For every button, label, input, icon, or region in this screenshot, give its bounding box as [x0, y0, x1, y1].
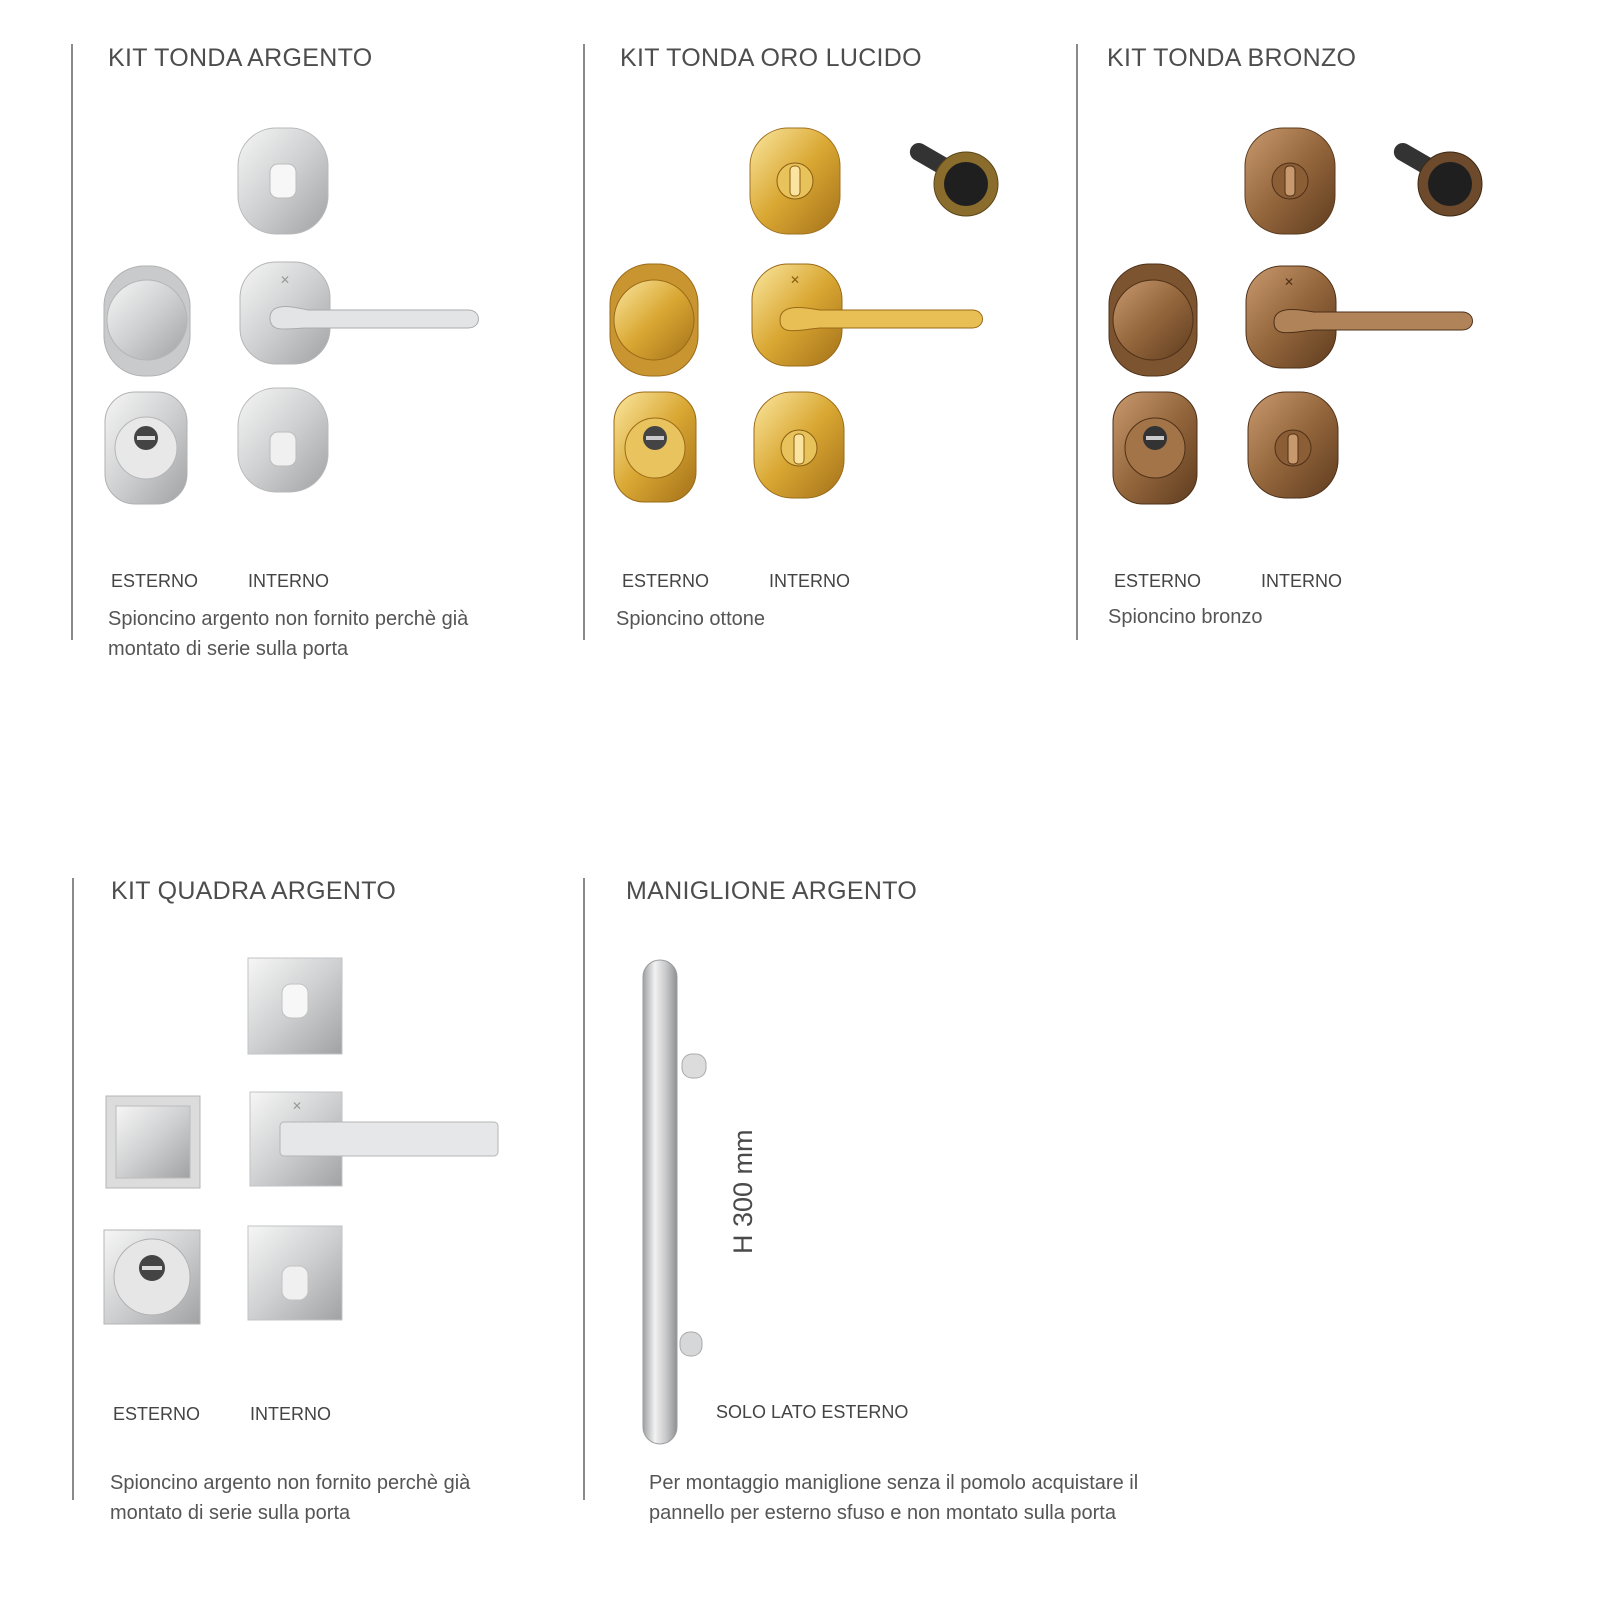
description-line: Spioncino argento non fornito perchè già: [110, 1472, 471, 1494]
description-line: Spioncino argento non fornito perchè già: [108, 608, 469, 630]
knob: [608, 262, 700, 378]
lever-handle: [750, 262, 990, 368]
square-lever-handle: [248, 1090, 500, 1188]
description-line: Spioncino bronzo: [1108, 606, 1263, 628]
knob: [102, 264, 192, 378]
section-divider: [1076, 44, 1078, 640]
lever-handle: [238, 260, 483, 366]
cylinder-rosette: [612, 390, 698, 504]
square-cylinder-rosette: [102, 1228, 202, 1326]
label-interno: INTERNO: [250, 1404, 331, 1424]
description-line: montato di serie sulla porta: [110, 1502, 351, 1524]
thumbturn-rosette-bottom: [752, 390, 846, 500]
thumbturn-rosette-bottom: [236, 386, 330, 494]
maniglione-description: [649, 1468, 1349, 1528]
thumbturn-rosette-top: [748, 126, 842, 236]
label-interno: INTERNO: [248, 571, 329, 591]
kit-title: KIT TONDA ORO LUCIDO: [620, 44, 922, 72]
label-interno: INTERNO: [769, 571, 850, 591]
peephole: [904, 140, 1000, 220]
section-divider: [583, 878, 585, 1500]
label-esterno: ESTERNO: [111, 571, 199, 591]
description-line: Per montaggio maniglione senza il pomolo acquistare il: [649, 1472, 1139, 1494]
thumbturn-square-top: [246, 956, 344, 1056]
description-line: Spioncino ottone: [616, 608, 766, 630]
knob: [1107, 262, 1199, 378]
label-esterno: ESTERNO: [622, 571, 710, 591]
svg-text:✕: ✕: [790, 273, 801, 287]
square-blank-plate: [104, 1094, 202, 1190]
description-line: pannello per esterno sfuso e non montato sulla porta: [649, 1502, 1116, 1524]
pull-bar-handle: [640, 958, 712, 1448]
kit-title: KIT TONDA BRONZO: [1107, 44, 1357, 72]
label-esterno: ESTERNO: [1114, 571, 1202, 591]
thumbturn-rosette-top: [1243, 126, 1337, 236]
description-line: montato di serie sulla porta: [108, 638, 349, 660]
section-divider: [71, 44, 73, 640]
lever-handle: [1244, 264, 1480, 370]
label-esterno: ESTERNO: [113, 1404, 201, 1424]
kit-description: [1108, 602, 1548, 632]
cylinder-rosette: [103, 390, 189, 506]
kit-description: [110, 1468, 550, 1528]
thumbturn-rosette-top: [236, 126, 330, 236]
kit-title: KIT QUADRA ARGENTO: [111, 877, 397, 905]
svg-text:✕: ✕: [1284, 275, 1295, 289]
cylinder-rosette: [1111, 390, 1199, 506]
svg-text:✕: ✕: [292, 1099, 303, 1113]
section-divider: [72, 878, 74, 1500]
peephole: [1388, 140, 1484, 220]
thumbturn-square-bottom: [246, 1224, 344, 1322]
thumbturn-rosette-bottom: [1246, 390, 1340, 500]
height-dimension-label: H 300 mm: [728, 1129, 758, 1254]
section-divider: [583, 44, 585, 640]
kit-description: [616, 604, 1056, 634]
label-interno: INTERNO: [1261, 571, 1342, 591]
svg-text:✕: ✕: [280, 273, 291, 287]
kit-description: [108, 604, 548, 664]
side-label: SOLO LATO ESTERNO: [716, 1402, 909, 1422]
maniglione-title: MANIGLIONE ARGENTO: [626, 877, 918, 905]
kit-title: KIT TONDA ARGENTO: [108, 44, 373, 72]
